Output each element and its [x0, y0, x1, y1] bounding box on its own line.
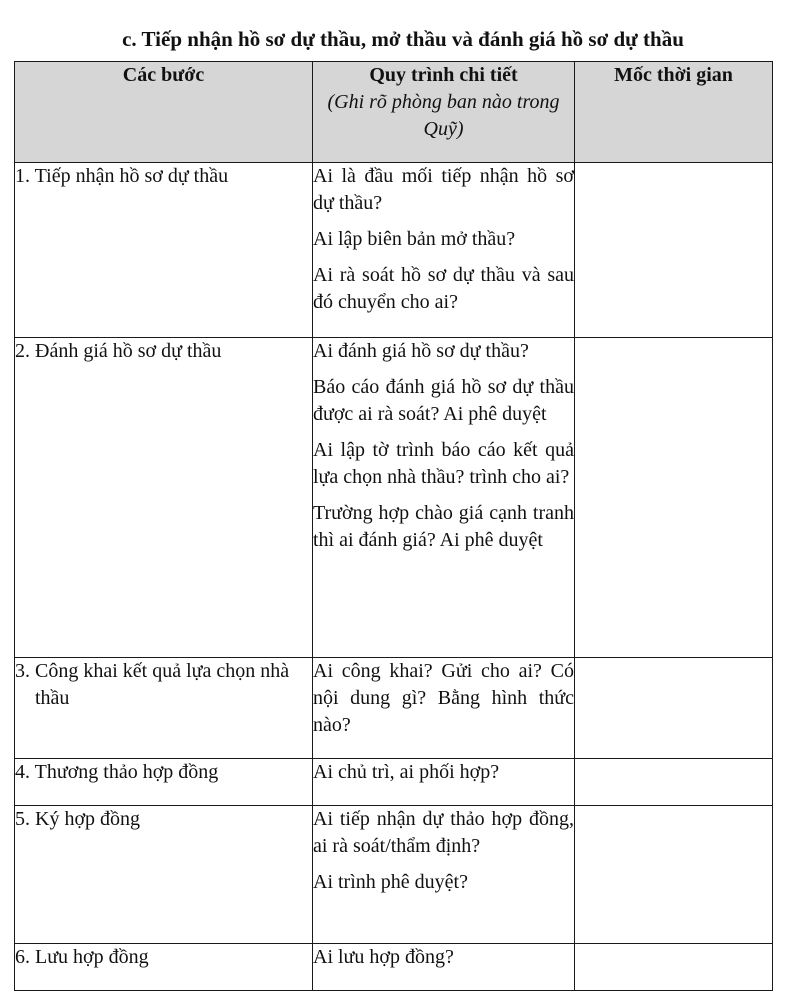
procedure-table [14, 61, 773, 991]
table-header-row [15, 62, 773, 163]
process-cell [313, 806, 575, 944]
step-cell [15, 338, 313, 658]
timeline-cell[interactable] [575, 806, 773, 944]
timeline-cell[interactable] [575, 658, 773, 759]
table-row [15, 658, 773, 759]
process-question: Ai rà soát hồ sơ dự thầu và sau đó chuyển cho ai? [313, 264, 574, 313]
step-cell [15, 806, 313, 944]
step-label: 3. Công khai kết quả lựa chọn nhà thầu [15, 660, 290, 709]
process-cell [313, 944, 575, 991]
step-label: 4. Thương thảo hợp đồng [15, 761, 219, 783]
process-question: Ai là đầu mối tiếp nhận hồ sơ dự thầu? [313, 165, 574, 214]
process-question: Ai lưu hợp đồng? [313, 946, 454, 968]
table-row [15, 759, 773, 806]
header-process [313, 62, 575, 163]
header-process-note: (Ghi rõ phòng ban nào trong Quỹ) [327, 91, 560, 140]
step-cell [15, 658, 313, 759]
process-cell [313, 338, 575, 658]
process-cell [313, 163, 575, 338]
step-label: 2. Đánh giá hồ sơ dự thầu [15, 340, 222, 362]
process-cell [313, 658, 575, 759]
table-row [15, 163, 773, 338]
step-cell [15, 163, 313, 338]
timeline-cell[interactable] [575, 163, 773, 338]
process-question: Ai lập biên bản mở thầu? [313, 228, 516, 250]
table-row [15, 806, 773, 944]
step-label: 5. Ký hợp đồng [15, 808, 141, 830]
process-question: Ai trình phê duyệt? [313, 871, 468, 893]
step-label: 1. Tiếp nhận hồ sơ dự thầu [15, 165, 229, 187]
header-timeline: Mốc thời gian [575, 62, 773, 163]
section-title: c. Tiếp nhận hồ sơ dự thầu, mở thầu và đánh giá hồ sơ dự thầu [122, 27, 684, 51]
process-question: Ai chủ trì, ai phối hợp? [313, 761, 500, 783]
timeline-cell[interactable] [575, 759, 773, 806]
table-row [15, 338, 773, 658]
header-steps: Các bước [15, 62, 313, 163]
process-cell [313, 759, 575, 806]
process-question: Báo cáo đánh giá hồ sơ dự thầu được ai rà soát? Ai phê duyệt [313, 376, 574, 425]
process-question: Ai lập tờ trình báo cáo kết quả lựa chọn nhà thầu? trình cho ai? [313, 439, 574, 488]
process-question: Ai công khai? Gửi cho ai? Có nội dung gì? Bằng hình thức nào? [313, 660, 574, 736]
timeline-cell[interactable] [575, 944, 773, 991]
process-question: Ai tiếp nhận dự thảo hợp đồng, ai rà soát/thẩm định? [313, 808, 574, 857]
step-cell [15, 944, 313, 991]
table-row [15, 944, 773, 991]
timeline-cell[interactable] [575, 338, 773, 658]
process-question: Trường hợp chào giá cạnh tranh thì ai đánh giá? Ai phê duyệt [313, 502, 574, 551]
step-cell [15, 759, 313, 806]
header-process-title: Quy trình chi tiết [369, 64, 518, 86]
step-label: 6. Lưu hợp đồng [15, 946, 149, 968]
process-question: Ai đánh giá hồ sơ dự thầu? [313, 340, 529, 362]
